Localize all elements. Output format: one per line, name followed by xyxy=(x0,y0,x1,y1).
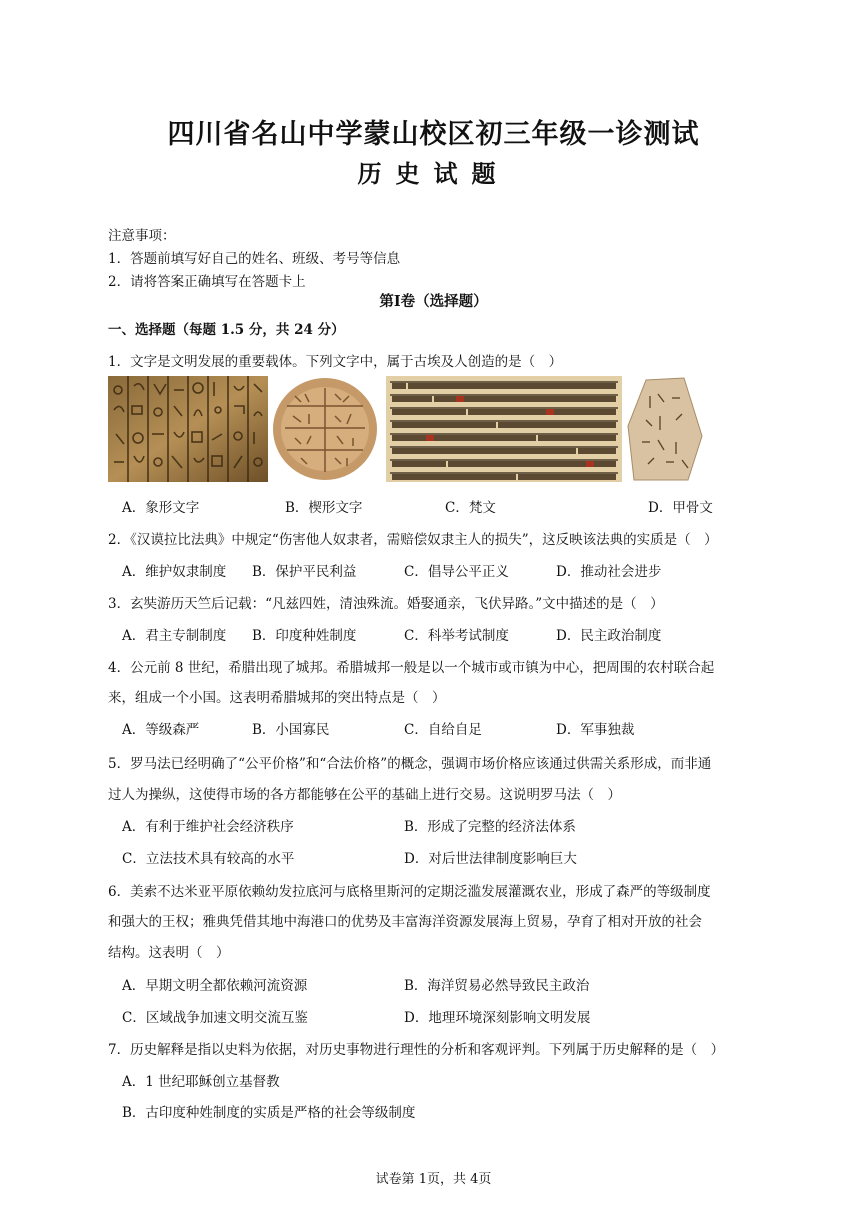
sanskrit-text-image xyxy=(386,376,622,482)
question-5-option-b: B．形成了完整的经济法体系 xyxy=(404,819,576,835)
question-2-option-d: D．推动社会进步 xyxy=(556,564,662,580)
question-1-stem: 1．文字是文明发展的重要载体。下列文字中，属于古埃及人创造的是（ ） xyxy=(108,354,563,370)
note-item-1: 1．答题前填写好自己的姓名、班级、考号等信息 xyxy=(108,251,401,267)
question-3-option-b: B．印度种姓制度 xyxy=(252,628,357,644)
question-6-option-c: C．区域战争加速文明交流互鉴 xyxy=(122,1010,308,1026)
page-subtitle: 历史试题 xyxy=(357,159,510,188)
notes-heading: 注意事项： xyxy=(108,228,176,244)
question-7-stem: 7．历史解释是指以史料为依据，对历史事物进行理性的分析和客观评判。下列属于历史解释的是（ ） xyxy=(108,1042,725,1058)
question-7-option-b: B．古印度种姓制度的实质是严格的社会等级制度 xyxy=(122,1105,416,1121)
question-4-option-d: D．军事独裁 xyxy=(556,722,635,738)
question-6-stem-line-3: 结构。这表明（ ） xyxy=(108,945,230,961)
page-footer: 试卷第 1页，共 4页 xyxy=(375,1172,492,1187)
section-title: 第Ⅰ卷（选择题） xyxy=(379,293,488,310)
question-1-option-b: B．楔形文字 xyxy=(285,500,363,516)
part-title: 一、选择题（每题 1.5 分，共 24 分） xyxy=(108,322,345,338)
question-7-option-a: A．1 世纪耶稣创立基督教 xyxy=(122,1074,280,1090)
question-4-option-c: C．自给自足 xyxy=(404,722,482,738)
question-3-option-d: D．民主政治制度 xyxy=(556,628,662,644)
question-2-stem: 2．《汉谟拉比法典》中规定“伤害他人奴隶者，需赔偿奴隶主人的损失”，这反映该法典的实质是（ ） xyxy=(108,532,718,548)
question-6-option-a: A．早期文明全都依赖河流资源 xyxy=(122,978,308,994)
question-5-option-a: A．有利于维护社会经济秩序 xyxy=(122,819,294,835)
hieroglyph-image xyxy=(108,376,268,482)
question-5-stem-line-1: 5．罗马法已经明确了“公平价格”和“合法价格”的概念，强调市场价格应该通过供需关系形成，而非通 xyxy=(108,756,712,772)
question-6-stem-line-2: 和强大的王权；雅典凭借其地中海港口的优势及丰富海洋资源发展海上贸易，孕育了相对开放的社会 xyxy=(108,914,702,930)
question-4-option-a: A．等级森严 xyxy=(122,722,200,738)
question-4-option-b: B．小国寡民 xyxy=(252,722,330,738)
question-5-option-c: C．立法技术具有较高的水平 xyxy=(122,851,295,867)
oracle-bone-image xyxy=(626,376,706,482)
question-6-option-b: B．海洋贸易必然导致民主政治 xyxy=(404,978,590,994)
question-5-option-d: D．对后世法律制度影响巨大 xyxy=(404,851,577,867)
question-1-option-d: D．甲骨文 xyxy=(648,500,713,516)
question-3-option-c: C．科举考试制度 xyxy=(404,628,509,644)
note-item-2: 2．请将答案正确填写在答题卡上 xyxy=(108,274,306,290)
question-2-option-c: C．倡导公平正义 xyxy=(404,564,509,580)
question-5-stem-line-2: 过人为操纵，这使得市场的各方都能够在公平的基础上进行交易。这说明罗马法（ ） xyxy=(108,787,621,803)
question-4-stem-line-2: 来，组成一个小国。这表明希腊城邦的突出特点是（ ） xyxy=(108,690,446,706)
question-1-option-a: A．象形文字 xyxy=(122,500,200,516)
question-2-option-b: B．保护平民利益 xyxy=(252,564,357,580)
question-6-option-d: D．地理环境深刻影响文明发展 xyxy=(404,1010,591,1026)
question-3-stem: 3．玄奘游历天竺后记载：“凡兹四姓，清浊殊流。婚娶通亲，飞伏异路。”文中描述的是（ ） xyxy=(108,596,664,612)
page-title: 四川省名山中学蒙山校区初三年级一诊测试 xyxy=(167,119,700,150)
cuneiform-tablet-image xyxy=(271,376,379,482)
question-4-stem-line-1: 4．公元前 8 世纪，希腊出现了城邦。希腊城邦一般是以一个城市或市镇为中心，把周围的农村联合起 xyxy=(108,660,715,676)
question-6-stem-line-1: 6．美索不达米亚平原依赖幼发拉底河与底格里斯河的定期泛滥发展灌溉农业，形成了森严的等级制度 xyxy=(108,884,711,900)
question-1-option-c: C．梵文 xyxy=(445,500,496,516)
question-3-option-a: A．君主专制制度 xyxy=(122,628,227,644)
question-2-option-a: A．维护奴隶制度 xyxy=(122,564,227,580)
